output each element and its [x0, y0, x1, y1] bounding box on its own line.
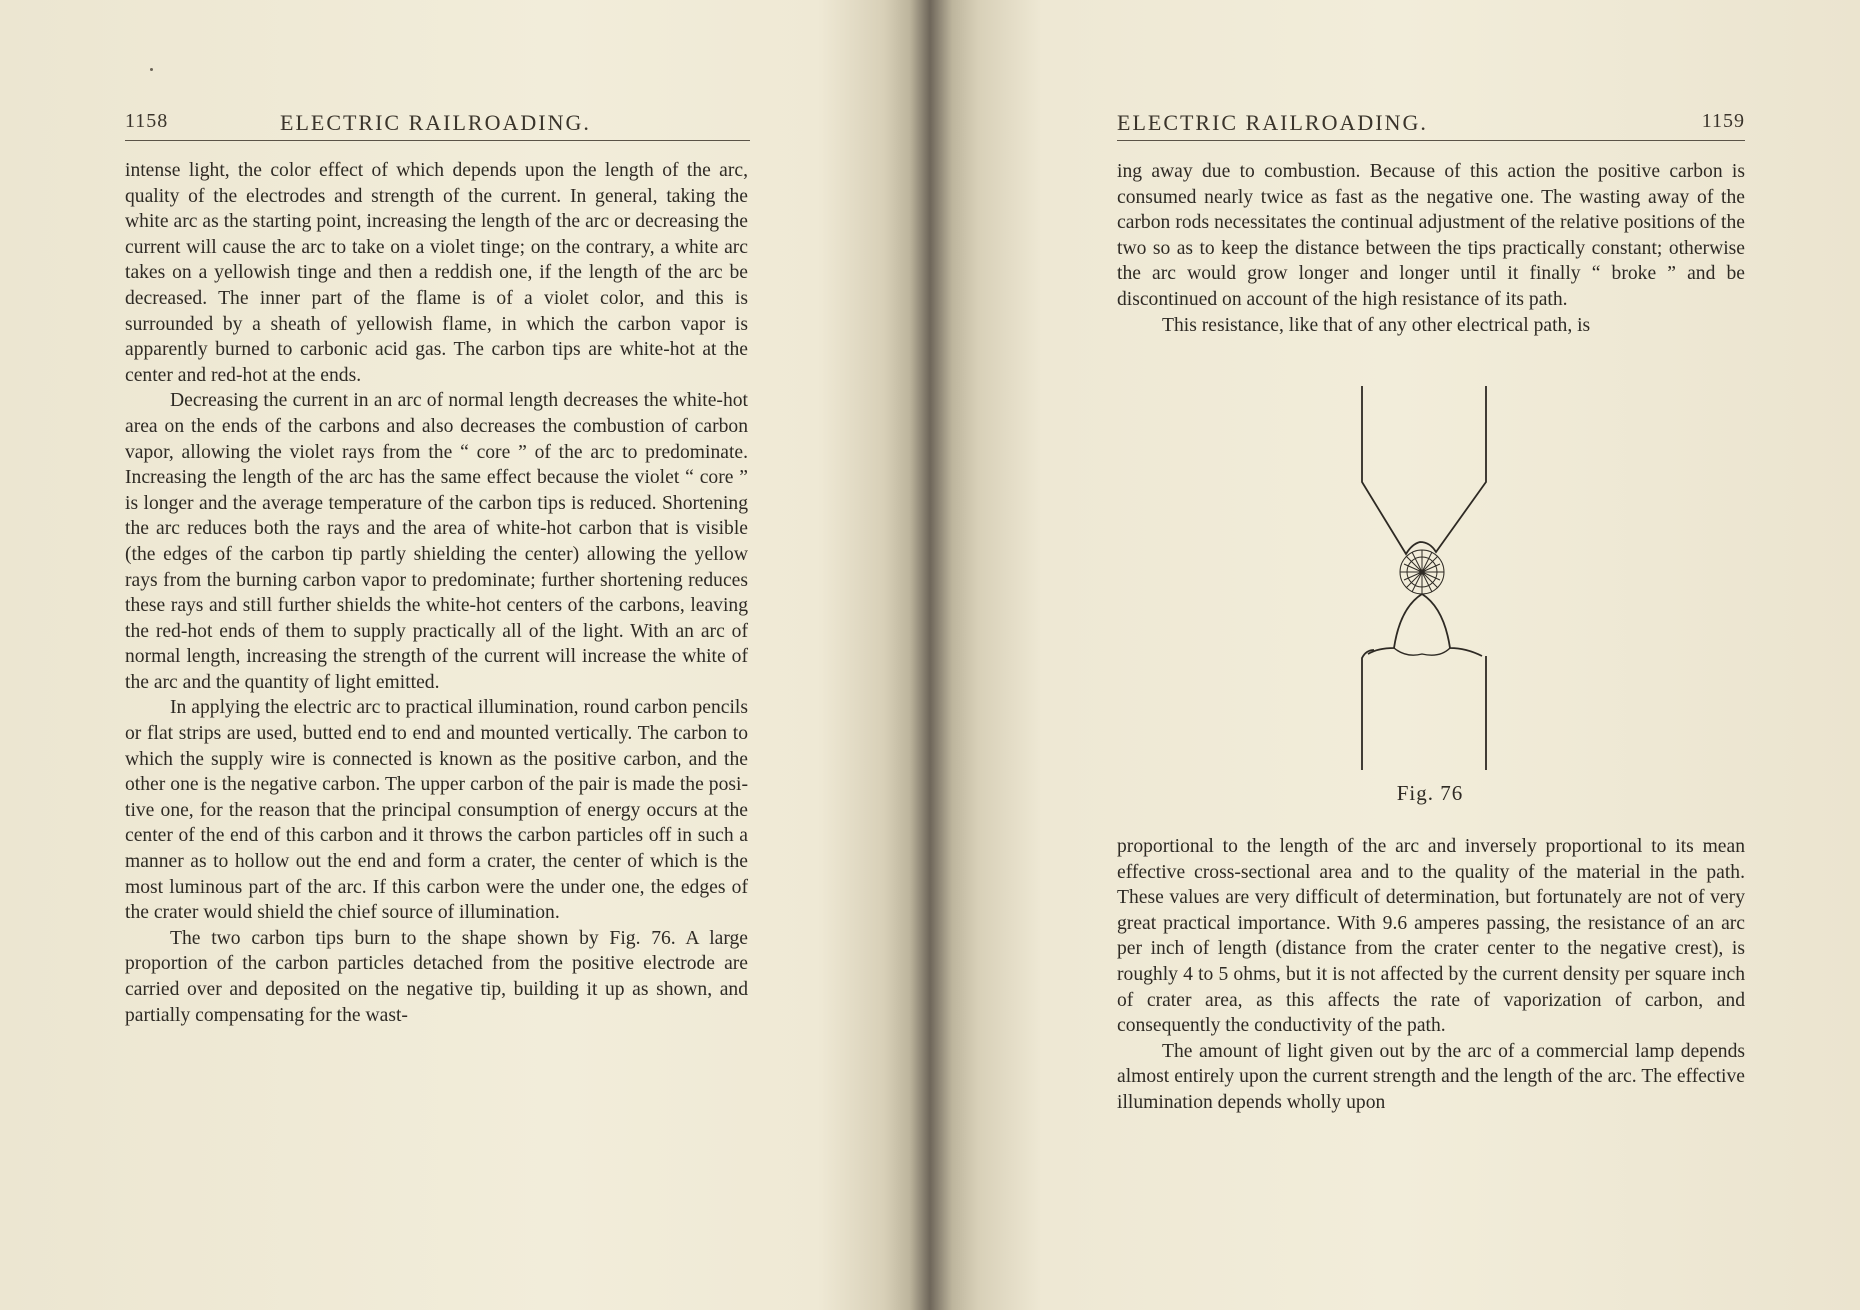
- right-running-title: ELECTRIC RAILROADING.: [1117, 110, 1428, 135]
- right-page-number: 1159: [1701, 110, 1745, 132]
- positive-carbon: [1362, 386, 1486, 554]
- left-page-number: 1158: [125, 110, 169, 132]
- negative-carbon: [1362, 650, 1486, 770]
- paragraph: In applying the electric arc to practical illumination, round carbon pencils or flat strips are used, butted end to end and mounted vertically. The carbon to which the supply wire is connected is known as the positive carbon, and the other one is the negative carbon. The upper carbon of the pair is made the positive one, for the reason that the principal consumption of energy occurs at the center of the end of this carbon and it throws the carbon particles off in such a manner as to hollow out the end and form a crater, the center of which is the most luminous part of the arc. If this carbon were the under one, the edges of the crater would shield the chief source of illumination.: [125, 697, 748, 924]
- right-page-body-top: [1117, 159, 1745, 338]
- left-running-title: ELECTRIC RAILROADING.: [280, 110, 591, 135]
- paragraph: The two carbon tips burn to the shape shown by Fig. 76. A large proportion of the carbon particles detached from the positive electrode are carried over and deposited on the negative tip, building it up as shown, and partially compensating for the wast-: [125, 927, 748, 1026]
- paragraph: The amount of light given out by the arc of a commercial lamp depends almost entirely upon the current strength and the length of the arc. The effective illumination depends wholly upon: [1117, 1040, 1745, 1113]
- paragraph: intense light, the color effect of which depends upon the length of the arc, quality of the electrodes and strength of the current. In general, taking the white arc as the starting point, increasing the length of the arc or decreasing the current will cause the arc to take on a violet tinge; on the contrary, a white arc takes on a yellowish tinge and then a reddish one, if the length of the arc be decreased. The inner part of the flame is of a violet color, and this is surrounded by a sheath of yellowish flame, in which the carbon vapor is apparently burned to carbonic acid gas. The carbon tips are white-hot at the center and red-hot at the ends.: [125, 160, 748, 386]
- paragraph: This resistance, like that of any other electrical path, is: [1162, 314, 1591, 336]
- carbon-arc-figure: [1360, 386, 1490, 770]
- right-page-body-bottom: [1117, 834, 1745, 1116]
- left-page-header: [125, 106, 750, 141]
- carbon-arc-illustration: [1360, 386, 1490, 770]
- negative-carbon-tip: [1368, 594, 1422, 654]
- figure-caption: Fig. 76: [1396, 781, 1464, 805]
- paragraph: proportional to the length of the arc and inversely proportional to its mean effective cross-sectional area and to the quality of the material in the path. These values are very difficult of determination, but fortunately are not of very great practical importance. With 9.6 amperes passing, the resistance of an arc per inch of length (distance from the crater center to the negative crest), is roughly 4 to 5 ohms, but it is not affected by the current density per square inch of crater area, as this affects the rate of vaporization of carbon, and consequently the conductivity of the path.: [1117, 836, 1745, 1037]
- arc-crater: [1400, 550, 1444, 594]
- right-page: [930, 0, 1860, 1310]
- left-page-body: [125, 158, 748, 1028]
- paragraph: ing away due to combustion. Because of this action the positive carbon is consumed nearly twice as fast as the negative one. The wasting away of the carbon rods necessitates the continual adjustment of the relative positions of the two so as to keep the distance between the tips practically constant; otherwise the arc would grow longer and longer until it finally “ broke ” and be discontinued on account of the high resistance of its path.: [1117, 161, 1745, 310]
- paragraph: Decreasing the current in an arc of normal length decreases the white-hot area on the ends of the carbons and also decreases the combustion of carbon vapor, allowing the violet rays from the “ core ” of the arc to predominate. Increasing the length of the arc has the same effect because the violet “ core ” is longer and the average temperature of the carbon tips is reduced. Shortening the arc reduces both the rays and the area of white-hot carbon that is visible (the edges of the carbon tip partly shielding the center) allowing the yellow rays from the burning carbon vapor to predominate; further shortening reduces these rays and still further shields the white-hot centers of the carbons, leaving the red-hot ends of them to supply practically all of the light. With an arc of normal length, increasing the strength of the current will increase the white of the arc and the quantity of light emitted.: [125, 390, 748, 693]
- right-page-header: [1117, 106, 1745, 141]
